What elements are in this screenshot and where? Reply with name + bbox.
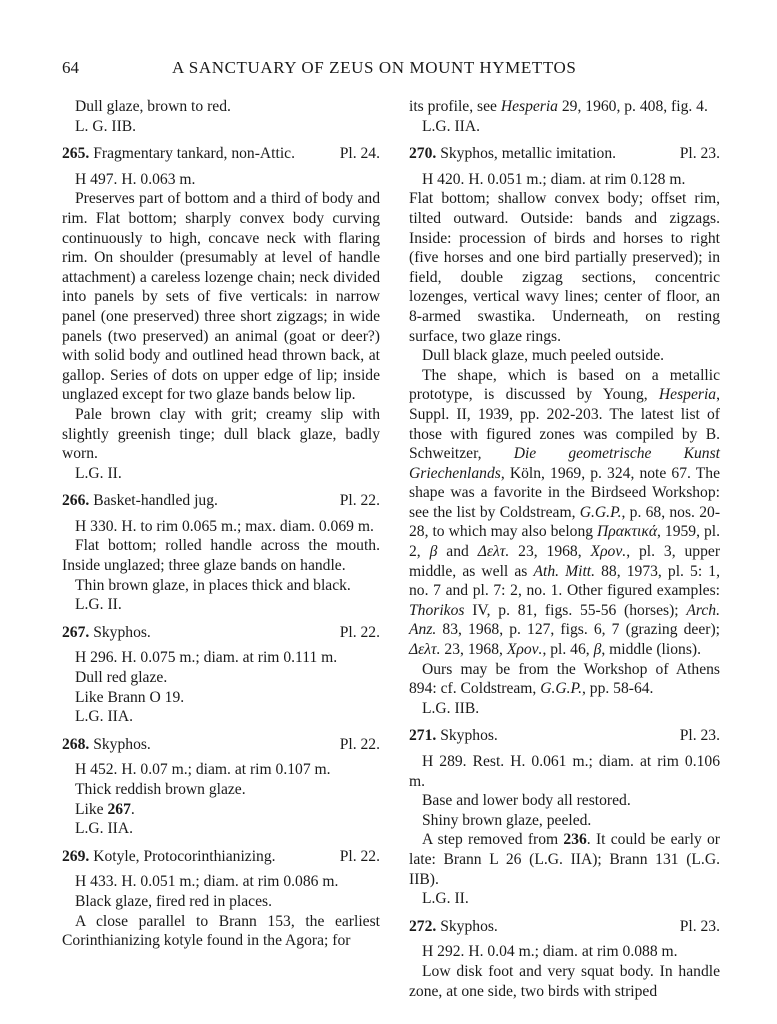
period-label: L. G. IIB. bbox=[75, 117, 137, 135]
plate-reference: Pl. 22. bbox=[339, 623, 380, 641]
period-label: L.G. IIA. bbox=[75, 820, 134, 838]
text-run: The shape, which is based on a metallic prototype, is discussed by Young, bbox=[409, 366, 720, 404]
period-label: L.G. IIA. bbox=[75, 708, 134, 726]
entry-measurements: H 433. H. 0.051 m.; diam. at rim 0.086 m. bbox=[75, 873, 339, 891]
entry-heading bbox=[62, 491, 380, 511]
entry-description: Flat bottom; rolled handle across the mouth. Inside unglazed; three glaze bands on handle. bbox=[62, 537, 380, 575]
text-run: its profile, see bbox=[409, 98, 501, 115]
entry-heading bbox=[409, 726, 720, 746]
entry-heading bbox=[62, 623, 380, 643]
entry-glaze: Shiny brown glaze, peeled. bbox=[422, 811, 592, 829]
catalogue-entry-267 bbox=[62, 623, 380, 727]
page-header bbox=[62, 58, 720, 80]
entry-heading bbox=[409, 144, 720, 164]
plate-reference: Pl. 22. bbox=[339, 847, 380, 865]
text-run: , pp. 58-64. bbox=[581, 680, 654, 698]
catalogue-entry-266 bbox=[62, 491, 380, 615]
entry-measurements: H 420. H. 0.051 m.; diam. at rim 0.128 m. bbox=[422, 170, 686, 188]
catalogue-entry-271 bbox=[409, 726, 720, 908]
period-label: L.G. II. bbox=[75, 464, 122, 482]
entry-measurements: H 296. H. 0.075 m.; diam. at rim 0.111 m. bbox=[75, 649, 338, 667]
entry-number: 268. bbox=[62, 735, 90, 753]
entry-heading bbox=[62, 144, 380, 164]
left-column bbox=[62, 97, 380, 951]
plate-reference: Pl. 22. bbox=[339, 735, 380, 753]
catalogue-entry-268 bbox=[62, 735, 380, 839]
entry-glaze: Dull black glaze, much peeled outside. bbox=[422, 347, 665, 365]
entry-glaze: Dull red glaze. bbox=[75, 669, 168, 687]
journal-title: Δελτ. bbox=[409, 641, 441, 659]
entry-heading bbox=[62, 735, 380, 755]
entry-title: Skyphos. bbox=[440, 917, 498, 935]
comparison-text: . bbox=[130, 800, 135, 818]
period-label: L.G. IIA. bbox=[422, 117, 481, 135]
book-title: Die geometrische Kunst Griechenlands bbox=[409, 445, 720, 482]
abbreviation: G.G.P. bbox=[540, 680, 582, 698]
catalogue-entry-269 bbox=[62, 847, 380, 951]
entry-number: 269. bbox=[62, 847, 90, 865]
entry-number: 266. bbox=[62, 492, 90, 510]
cross-reference: 236 bbox=[563, 831, 587, 849]
entry-description: Low disk foot and very squat body. In handle zone, at one side, two birds with striped bbox=[409, 962, 720, 1000]
entry-glaze: Black glaze, fired red in places. bbox=[75, 892, 272, 910]
journal-title: Ath. Mitt. bbox=[533, 562, 596, 580]
text-run: , Suppl. II, 1939, pp. 202-203. The latest list of those with figured zones was compiled by B. Schweitzer, bbox=[409, 386, 720, 463]
entry-title: Skyphos, metallic imitation. bbox=[440, 145, 617, 163]
entry-measurements: H 292. H. 0.04 m.; diam. at rim 0.088 m. bbox=[422, 943, 678, 961]
continued-text bbox=[409, 97, 720, 117]
entry-title: Skyphos. bbox=[93, 735, 151, 753]
plate-reference: Pl. 23. bbox=[679, 727, 720, 745]
entry-discussion bbox=[409, 830, 720, 889]
text-run: , p. 68, nos. 20-28, to which may also belong bbox=[409, 503, 721, 541]
entry-title: Skyphos. bbox=[93, 623, 151, 641]
text-run: , pl. 3, upper middle, as well as bbox=[409, 543, 721, 580]
text-run: , pl. 46, bbox=[542, 641, 594, 659]
continued-text: Dull glaze, brown to red. bbox=[75, 98, 231, 115]
text-run: 23, 1968, bbox=[509, 543, 591, 561]
entry-comparison bbox=[62, 800, 380, 820]
entry-number: 271. bbox=[409, 727, 437, 745]
entry-fabric: Pale brown clay with grit; creamy slip with slightly greenish tinge; dull black glaze, badly worn. bbox=[62, 405, 380, 463]
text-run: 83, 1968, p. 127, figs. 6, 7 (grazing deer); bbox=[436, 621, 720, 639]
period-label: L.G. II. bbox=[422, 890, 469, 908]
text-run: , 1959, pl. 2, bbox=[409, 523, 721, 561]
entry-number: 267. bbox=[62, 623, 90, 641]
abbreviation: G.G.P. bbox=[579, 503, 622, 521]
catalogue-entry-272 bbox=[409, 917, 720, 1001]
text-run: and bbox=[437, 543, 478, 561]
journal-section: Χρον. bbox=[506, 641, 543, 659]
entry-comparison: Like Brann O 19. bbox=[75, 688, 185, 706]
entry-description: Flat bottom; shallow convex body; offset rim, tilted outward. Outside: bands and zigzags. Inside: procession of birds and horses to right (five horses and one bird partially preserved); in field, double zigzag sections, concentric lozenges, vertical wavy lines; center of floor, an 8-armed swastika. Underneath, on resting surface, two glaze rings. bbox=[409, 190, 720, 345]
entry-heading bbox=[62, 847, 380, 867]
page-number: 64 bbox=[62, 58, 79, 77]
journal-title: Hesperia bbox=[658, 386, 717, 404]
plate-reference: Pl. 23. bbox=[679, 145, 720, 163]
text-run: 88, 1973, pl. 5: 1, no. 7 and pl. 7: 2, no. 1. Other figured examples: bbox=[409, 562, 720, 600]
entry-glaze: Thick reddish brown glaze. bbox=[75, 781, 246, 798]
entry-measurements: H 497. H. 0.063 m. bbox=[75, 170, 196, 188]
journal-title: Arch. Anz. bbox=[409, 601, 720, 639]
entry-discussion bbox=[409, 366, 720, 660]
entry-title: Basket-handled jug. bbox=[93, 492, 218, 510]
text-run: IV, p. 81, figs. 55-56 (horses); bbox=[464, 601, 687, 619]
entry-title: Fragmentary tankard, non-Attic. bbox=[93, 145, 295, 163]
text-run: , Köln, 1969, p. 324, note 67. The shape was a favorite in the Birdseed Workshop: see the list by Coldstream, bbox=[409, 464, 720, 521]
comparison-text: Like bbox=[75, 800, 108, 818]
plate-reference: Pl. 23. bbox=[679, 917, 720, 935]
plate-reference: Pl. 22. bbox=[339, 492, 380, 510]
entry-measurements: H 452. H. 0.07 m.; diam. at rim 0.107 m. bbox=[75, 761, 331, 779]
entry-measurements: H 289. Rest. H. 0.061 m.; diam. at rim 0.106 m. bbox=[409, 753, 720, 790]
text-run: . It could be early or late: Brann L 26 (L.G. IIA); Brann 131 (L.G. IIB). bbox=[409, 831, 721, 888]
entry-number: 272. bbox=[409, 917, 437, 935]
catalogue-entry-265 bbox=[62, 144, 380, 483]
entry-title: Skyphos. bbox=[440, 727, 498, 745]
entry-description: Base and lower body all restored. bbox=[422, 792, 631, 810]
text-run: Ours may be from the Workshop of Athens 894: cf. Coldstream, bbox=[409, 660, 720, 698]
entry-measurements: H 330. H. to rim 0.065 m.; max. diam. 0.069 m. bbox=[75, 517, 374, 535]
text-run: 29, 1960, p. 408, fig. 4. bbox=[557, 98, 708, 115]
journal-section: Χρον. bbox=[590, 543, 627, 561]
entry-title: Kotyle, Protocorinthianizing. bbox=[93, 847, 276, 865]
entry-description: A close parallel to Brann 153, the earliest Corinthianizing kotyle found in the Agora; for bbox=[62, 912, 380, 950]
period-label: L.G. II. bbox=[75, 596, 122, 614]
journal-title: Δελτ. bbox=[477, 543, 510, 561]
greek-letter: β bbox=[593, 641, 602, 659]
text-run: 23, 1968, bbox=[440, 641, 507, 659]
text-run: , middle (lions). bbox=[601, 641, 701, 659]
entry-description: Preserves part of bottom and a third of body and rim. Flat bottom; sharply convex body curving continuously to high, concave neck with flaring rim. On shoulder (presumably at level of handle attachment) a careless lozenge chain; neck divided into panels by sets of five verticals: in narrow panel (one preserved) three short zigzags; in wide panels (two preserved) an animal (goat or deer?) with solid body and outlined head thrown back, at gallop. Series of dots on upper edge of lip; inside unglazed except for two glaze bands below lip. bbox=[62, 190, 380, 404]
journal-title: Hesperia bbox=[500, 98, 558, 115]
period-label: L.G. IIB. bbox=[422, 699, 480, 717]
running-title: A SANCTUARY OF ZEUS ON MOUNT HYMETTOS bbox=[172, 58, 577, 77]
entry-number: 265. bbox=[62, 145, 90, 163]
greek-letter: β bbox=[429, 543, 438, 561]
entry-heading bbox=[409, 917, 720, 937]
journal-title: Πρακτικά bbox=[597, 523, 658, 541]
entry-number: 270. bbox=[409, 145, 437, 163]
book-title: Thorikos bbox=[409, 601, 465, 619]
cross-reference: 267 bbox=[107, 800, 131, 818]
plate-reference: Pl. 24. bbox=[339, 145, 380, 163]
entry-glaze: Thin brown glaze, in places thick and black. bbox=[75, 576, 351, 594]
right-column bbox=[409, 97, 720, 1001]
catalogue-entry-270 bbox=[409, 144, 720, 718]
entry-attribution bbox=[409, 660, 720, 699]
text-run: A step removed from bbox=[422, 831, 564, 849]
